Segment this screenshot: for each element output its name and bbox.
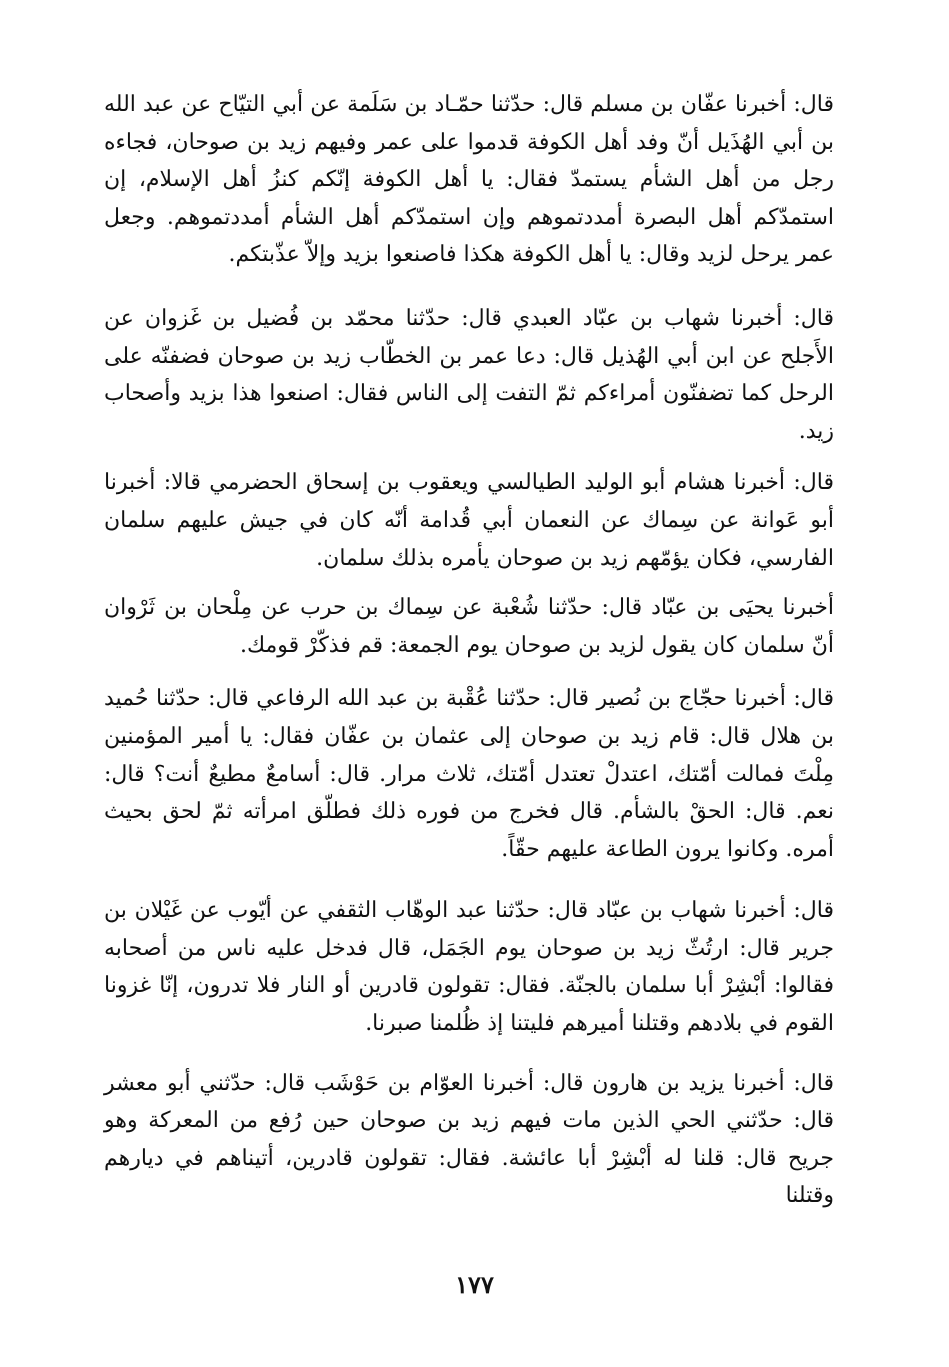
paragraph-1: قال: أخبرنا عفّان بن مسلم قال: حدّثنا حمّـاد بن سَلَمة عن أبي التيّاح عن عبد الله بن أبي الهُذَيل أنّ وفد أهل الكوفة قدموا على عمر وفيهم زيد بن صوحان، فجاءه رجل من أهل الشأم يستمدّ فقال: يا أهل الكوفة إنّكم كنزُ أهل الإسلام، إن استمدّكم أهل البصرة أمددتموهم وإن استمدّكم أهل الشأم أمددتموهم. وجعل عمر يرحل لزيد وقال: يا أهل الكوفة هكذا فاصنعوا بزيد وإلاّ عذّبتكم.	[104, 92, 834, 268]
paragraph-3: قال: أخبرنا هشام أبو الوليد الطيالسي ويعقوب بن إسحاق الحضرمي قالا: أخبرنا أبو عَوانة عن سِماك عن النعمان أبي قُدامة أنّه كان في جيش عليهم سلمان الفارسي، فكان يؤمّهم زيد بن صوحان يأمره بذلك سلمان.	[104, 470, 834, 571]
paragraph-6: قال: أخبرنا شهاب بن عبّاد قال: حدّثنا عبد الوهّاب الثقفي عن أيّوب عن غَيْلان بن جرير قال: ارتُثّ زيد بن صوحان يوم الجَمَل، قال فدخل عليه ناس من أصحابه فقالوا: أبْشِرْ أبا سلمان بالجنّة. فقال: تقولون قادرين أو النار فلا تدرون، إنّا غزونا القوم في بلادهم وقتلنا أميرهم فليتنا إذ ظُلمنا صبرنا.	[104, 898, 834, 1037]
paragraph-4: أخبرنا يحيَى بن عبّاد قال: حدّثنا شُعْبة عن سِماك بن حرب عن مِلْحان بن ثَرْوان أنّ سلمان كان يقول لزيد بن صوحان يوم الجمعة: قم فذكّرْ قومك.	[104, 595, 834, 658]
paragraph-5: قال: أخبرنا حجّاج بن نُصير قال: حدّثنا عُقْبة بن عبد الله الرفاعي قال: حدّثنا حُميد بن هلال قال: قام زيد بن صوحان إلى عثمان بن عفّان فقال: يا أمير المؤمنين مِلْتَ فمالت أمّتك، اعتدلْ تعتدل أمّتك، ثلاث مرار. قال: أسامعٌ مطيعٌ أنت؟ قال: نعم. قال: الحقْ بالشأم. قال فخرج من فوره ذلك فطلّق امرأته ثمّ لحق بحيث أمره. وكانوا يرون الطاعة عليهم حقّاً.	[104, 686, 834, 862]
paragraph-2: قال: أخبرنا شهاب بن عبّاد العبدي قال: حدّثنا محمّد بن فُضيل بن غَزوان عن الأَجلح عن ابن أبي الهُذيل قال: دعا عمر بن الخطّاب زيد بن صوحان فضفنّه على الرحل كما تضفنّون أمراءكم ثمّ التفت إلى الناس فقال: اصنعوا هذا بزيد وأصحاب زيد.	[104, 305, 834, 444]
paragraph-7: قال: أخبرنا يزيد بن هارون قال: أخبرنا العوّام بن حَوْشَب قال: حدّثني أبو معشر قال: حدّثني الحي الذين مات فيهم زيد بن صوحان حين رُفع من المعركة وهو جريح قال: قلنا له أبْشِرْ أبا عائشة. فقال: تقولون قادرين، أتيناهم في ديارهم وقتلنا	[104, 1070, 834, 1209]
page-body	[104, 86, 834, 1241]
page-number: ١٧٧	[455, 1270, 494, 1299]
